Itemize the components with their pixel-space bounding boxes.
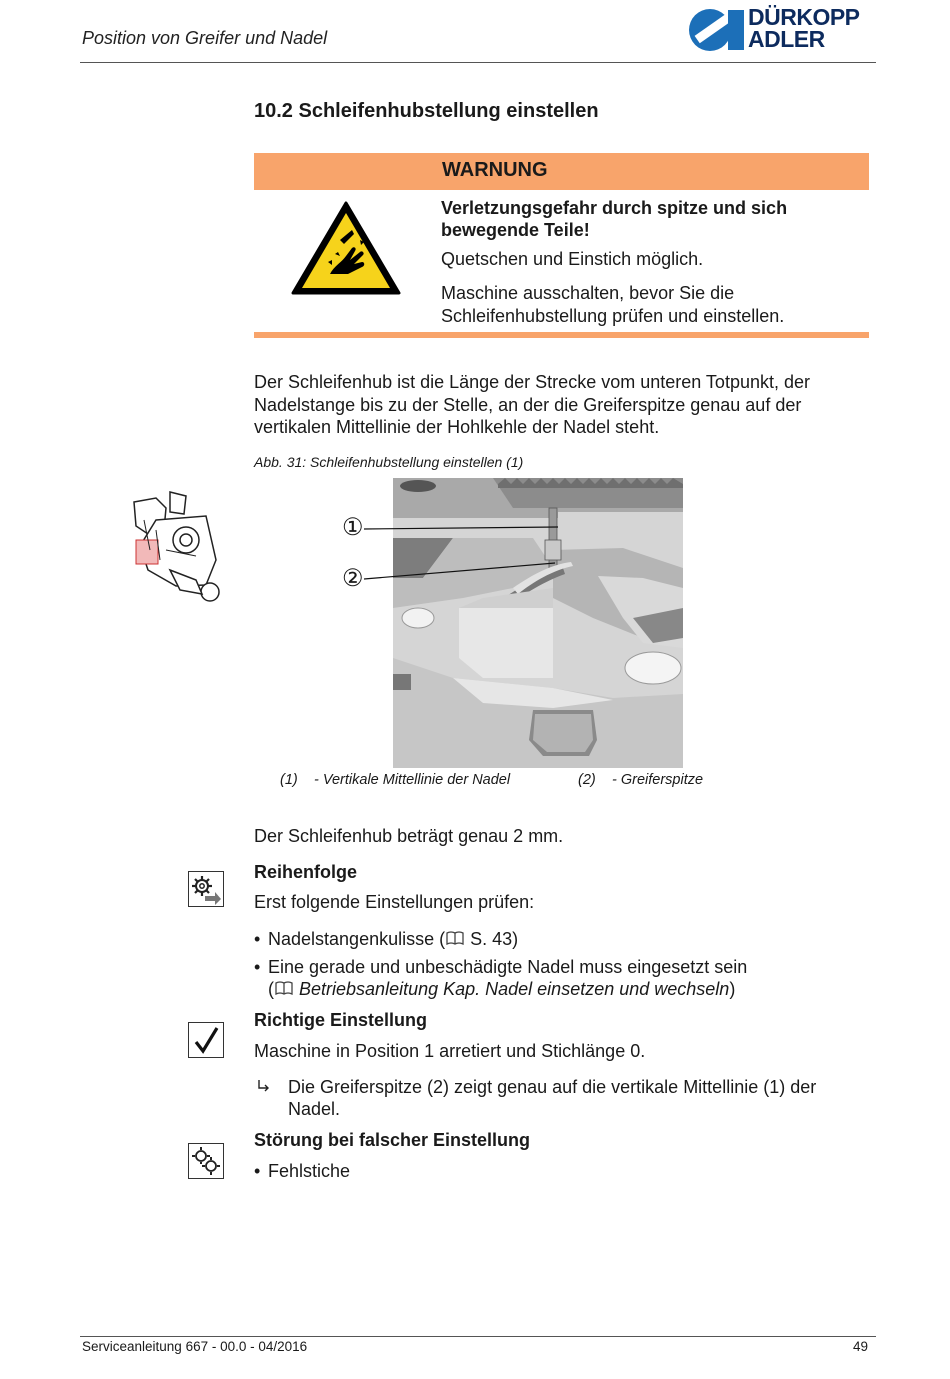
footer-document-id: Serviceanleitung 667 - 00.0 - 04/2016: [82, 1339, 308, 1354]
warning-header: [254, 153, 869, 190]
warning-bottom-rule: [254, 332, 869, 338]
legend-text-1: - Vertikale Mittellinie der Nadel: [314, 772, 511, 788]
legend-num-1: (1): [280, 772, 298, 788]
bullet-2-link[interactable]: Betriebsanleitung Kap. Nadel einsetzen und wechseln: [299, 979, 730, 999]
fault-heading: Störung bei falscher Einstellung: [254, 1130, 531, 1150]
intro-paragraph: Der Schleifenhub ist die Länge der Strecke vom unteren Totpunkt, der Nadelstange bis zu der Stelle, an der die Greiferspitze genau auf der vertikalen Mittellinie der Hohlkehle der Nadel steht.: [254, 372, 810, 437]
legend-text-2: - Greiferspitze: [612, 772, 704, 788]
bullet-2-text: Eine gerade und unbeschädigte Nadel muss eingesetzt sein: [268, 957, 748, 977]
legend-num-2: (2): [578, 772, 596, 788]
sequence-bullet-2: • Eine gerade und unbeschädigte Nadel muss eingesetzt sein ( Betriebsanleitung Kap. Nadel einsetzen und wechseln): [254, 957, 748, 999]
correct-heading: Richtige Einstellung: [254, 1010, 428, 1030]
sequence-bullet-1: • Nadelstangenkulisse ( S. 43): [254, 929, 519, 949]
warning-bold-text: Verletzungsgefahr durch spitze und sich bewegende Teile!: [441, 198, 788, 240]
settings-arrow-icon: [188, 871, 224, 907]
checkmark-icon: [188, 1022, 224, 1058]
book-reference-icon: [445, 930, 465, 946]
footer-rule: [80, 1336, 876, 1337]
header-rule: [80, 62, 876, 63]
hand-injury-warning-icon: [290, 200, 402, 296]
sequence-heading: Reihenfolge: [254, 862, 358, 882]
figure-callout-lines: [340, 515, 570, 595]
page-number: 49: [853, 1339, 869, 1354]
callout-2: ②: [342, 565, 364, 592]
gears-fault-icon: [188, 1143, 224, 1179]
sequence-intro: Erst folgende Einstellungen prüfen:: [254, 892, 535, 912]
fault-bullet: • Fehlstiche: [254, 1161, 351, 1181]
correct-result: Die Greiferspitze (2) zeigt genau auf die vertikale Mittellinie (1) der Nadel.: [288, 1077, 817, 1119]
bullet-1-text: Nadelstangenkulisse (: [268, 929, 446, 949]
correct-text: Maschine in Position 1 arretiert und Stichlänge 0.: [254, 1041, 646, 1061]
machine-overview-icon: [126, 490, 224, 605]
warning-text-2: Maschine ausschalten, bevor Sie die Schleifenhubstellung prüfen und einstellen.: [441, 283, 785, 326]
section-title: 10.2 Schleifenhubstellung einstellen: [254, 100, 599, 122]
header-title: Position von Greifer und Nadel: [82, 28, 328, 48]
stroke-length-text: Der Schleifenhub beträgt genau 2 mm.: [254, 826, 564, 846]
bullet-1-link[interactable]: S. 43): [470, 929, 519, 949]
figure-caption: Abb. 31: Schleifenhubstellung einstellen (1): [254, 454, 524, 470]
durkopp-adler-logo: [688, 8, 746, 52]
logo-wordmark: DÜRKOPP ADLER: [748, 4, 860, 52]
result-arrow-icon: [256, 1079, 272, 1095]
warning-text-1: Quetschen und Einstich möglich.: [441, 249, 704, 269]
callout-1: ①: [342, 514, 364, 541]
fault-bullet-text: Fehlstiche: [268, 1161, 351, 1181]
book-reference-icon: [274, 980, 294, 996]
warning-heading: WARNUNG: [442, 159, 548, 181]
